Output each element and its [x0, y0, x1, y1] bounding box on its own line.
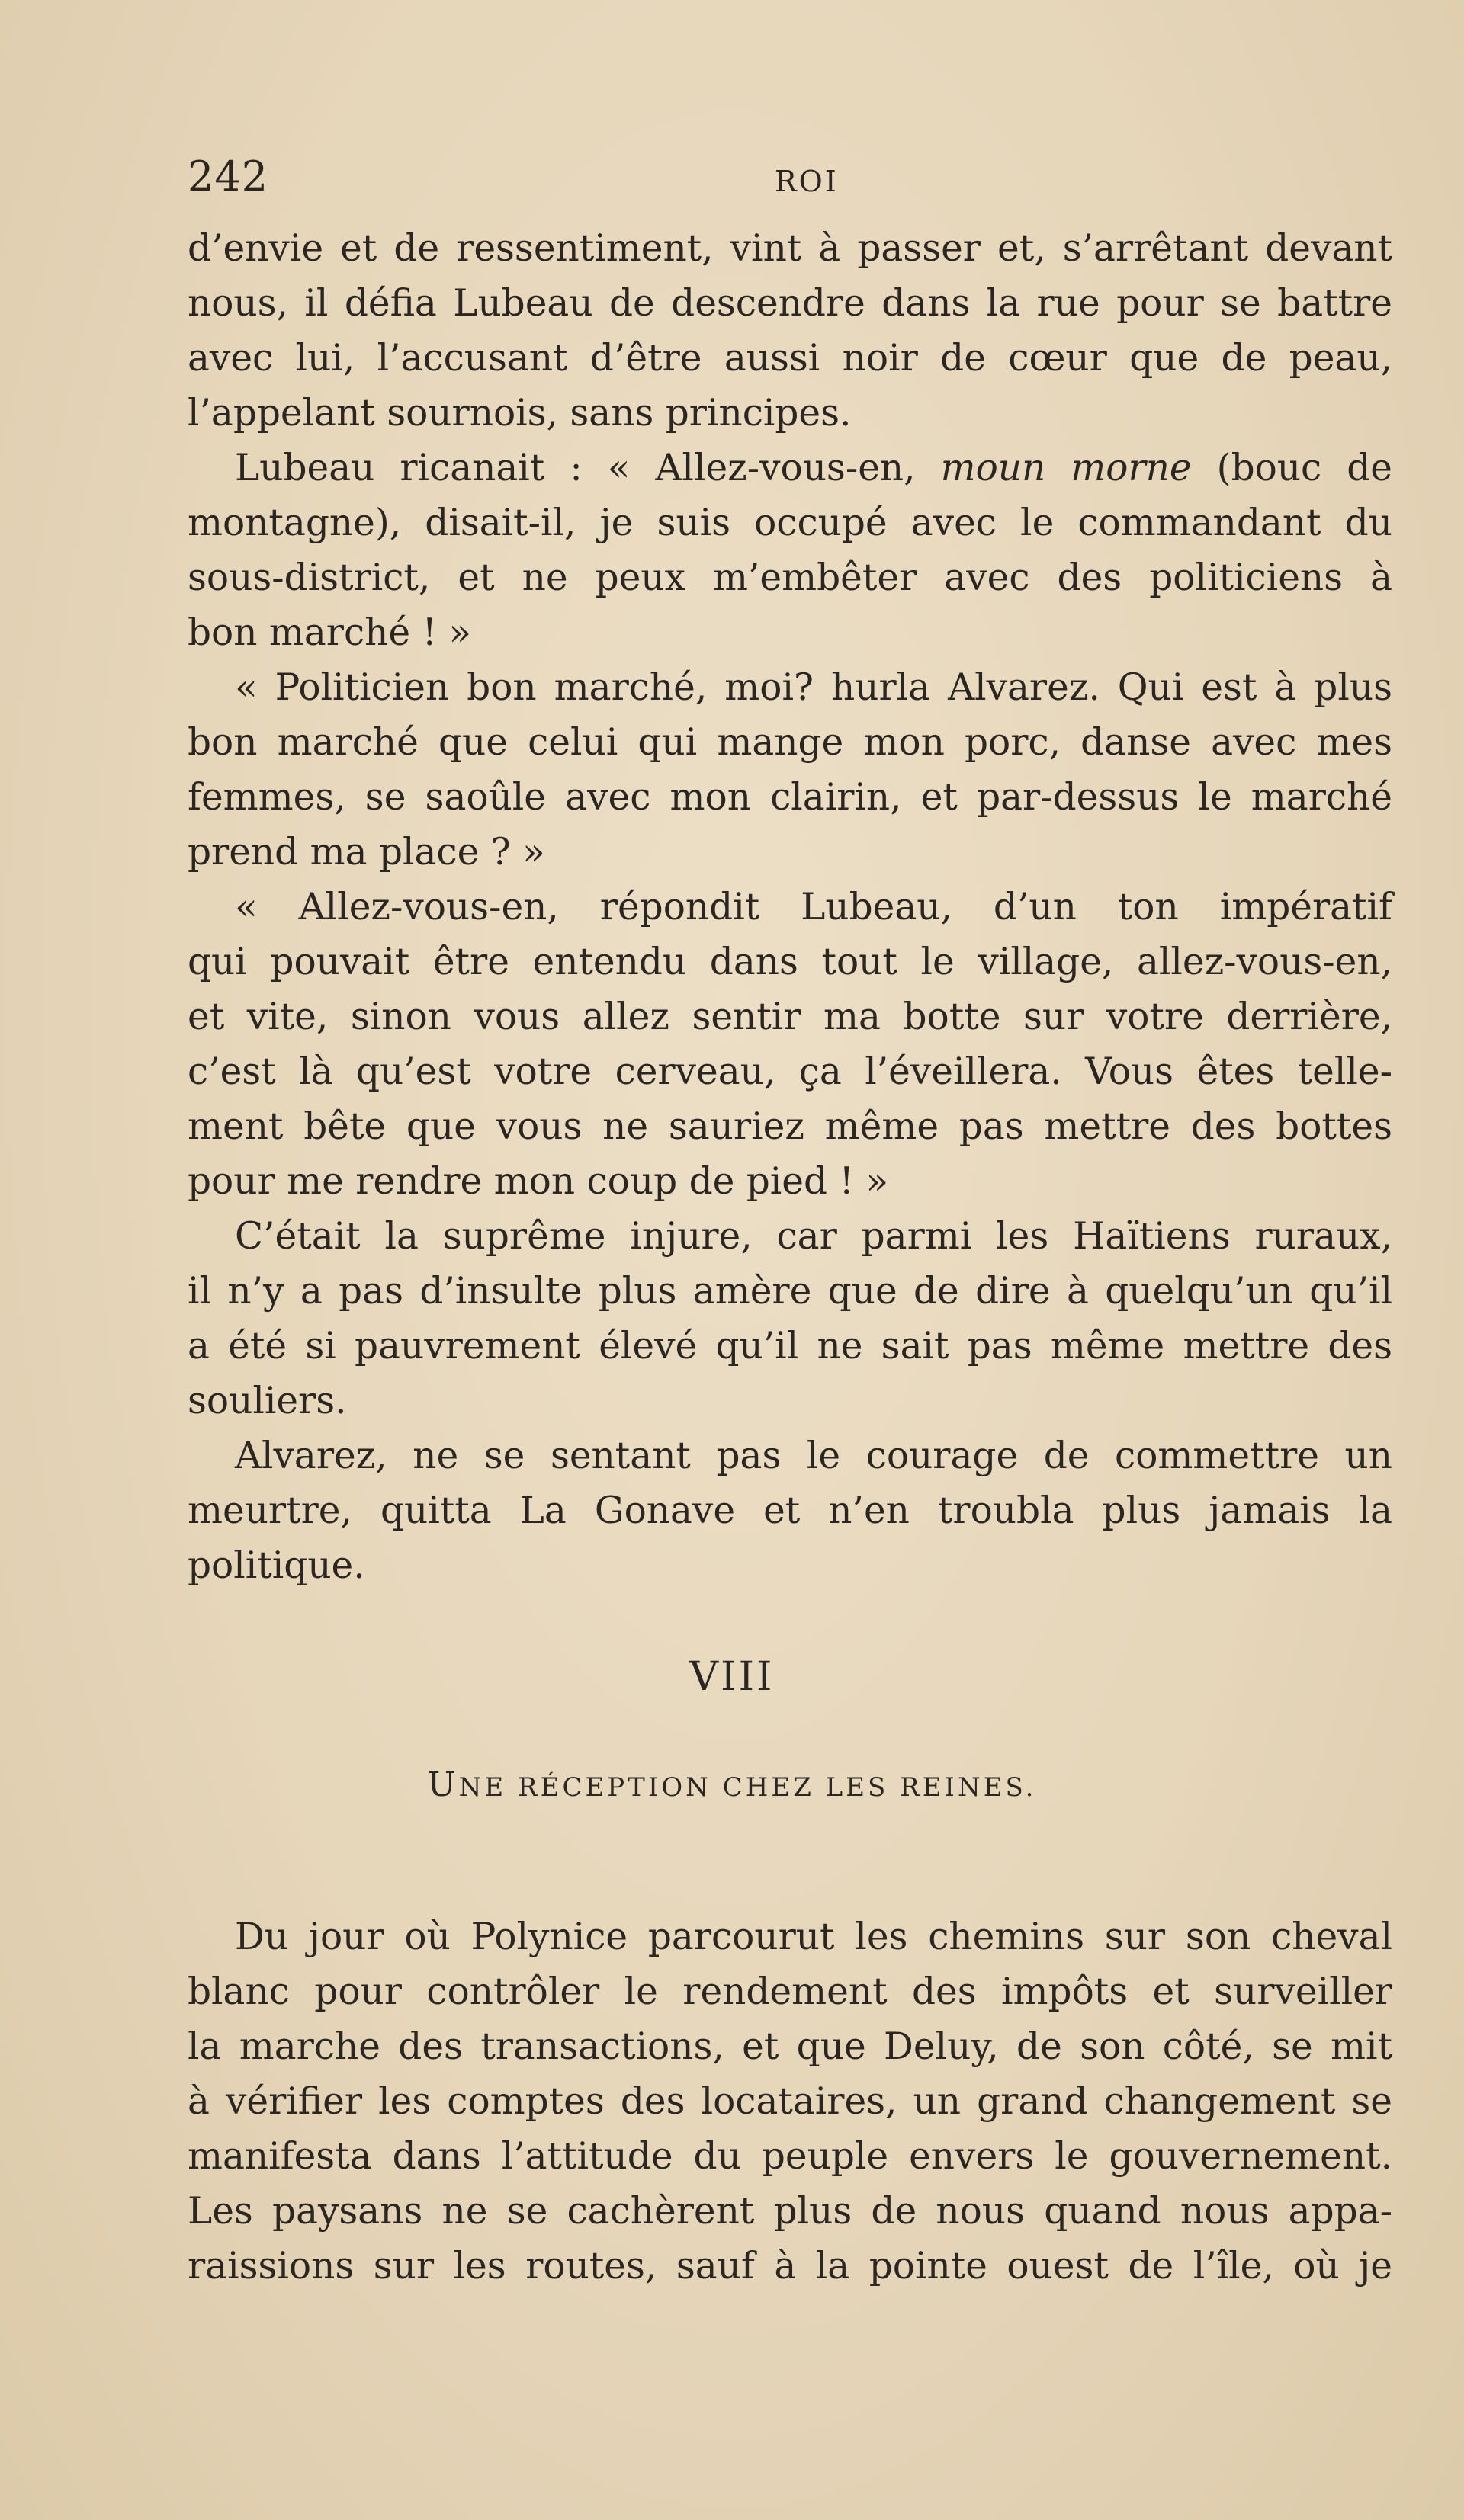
section-title-initial: U: [427, 1765, 459, 1804]
text-line: la marche des transactions, et que Deluy, de son côté, se mit: [188, 2025, 1392, 2068]
text-line: manifesta dans l’attitude du peuple envers le gouvernement.: [188, 2135, 1392, 2178]
paragraph-group-1: [188, 221, 1392, 1593]
body-text-block-2: [188, 1909, 1392, 2294]
text-line: prend ma place ? »: [188, 831, 545, 874]
text-line: ment bête que vous ne sauriez même pas mettre des bottes: [188, 1105, 1392, 1148]
text-line: Du jour où Polynice parcourut les chemins sur son cheval: [235, 1916, 1392, 1958]
text-line: sous-district, et ne peux m’embêter avec des politiciens à: [188, 556, 1392, 599]
text-line: meurtre, quitta La Gonave et n’en troubla plus jamais la: [188, 1489, 1392, 1532]
text-line: Lubeau ricanait : « Allez-vous-en, moun morne (bouc de: [235, 447, 1393, 489]
text-line: a été si pauvrement élevé qu’il ne sait pas même mettre des: [188, 1325, 1392, 1367]
text-line: Alvarez, ne se sentant pas le courage de commettre un: [235, 1435, 1392, 1477]
text-line: « Politicien bon marché, moi? hurla Alvarez. Qui est à plus: [235, 666, 1392, 709]
text-line: c’est là qu’est votre cerveau, ça l’éveillera. Vous êtes telle-: [188, 1050, 1392, 1093]
page-number: 242: [188, 152, 269, 200]
text-line: blanc pour contrôler le rendement des impôts et surveiller: [188, 1970, 1392, 2013]
text-line: avec lui, l’accusant d’être aussi noir de cœur que de peau,: [188, 337, 1392, 380]
text-line: qui pouvait être entendu dans tout le village, allez-vous-en,: [188, 941, 1392, 983]
section-title: [0, 1765, 1464, 1804]
text-line: montagne), disait-il, je suis occupé avec le commandant du: [188, 502, 1392, 544]
section-number: VIII: [689, 1654, 775, 1700]
italic-phrase: moun morne: [940, 447, 1192, 489]
text-line: l’appelant sournois, sans principes.: [188, 392, 852, 434]
running-title: ROI: [775, 165, 839, 198]
text-line: pour me rendre mon coup de pied ! »: [188, 1160, 889, 1203]
text-line: « Allez-vous-en, répondit Lubeau, d’un ton impératif: [235, 886, 1392, 928]
text-line: raissions sur les routes, sauf à la pointe ouest de l’île, où je: [188, 2245, 1392, 2288]
page-header: [188, 152, 1392, 206]
text-line: il n’y a pas d’insulte plus amère que de dire à quelqu’un qu’il: [188, 1270, 1392, 1313]
text-line: femmes, se saoûle avec mon clairin, et par-dessus le marché: [188, 776, 1392, 819]
body-text-block-1: [188, 221, 1392, 1593]
text-line: à vérifier les comptes des locataires, un grand changement se: [188, 2080, 1392, 2123]
text-line: nous, il défia Lubeau de descendre dans la rue pour se battre: [188, 282, 1392, 325]
text-line: bon marché que celui qui mange mon porc, danse avec mes: [188, 721, 1392, 764]
text-line: et vite, sinon vous allez sentir ma botte sur votre derrière,: [188, 995, 1392, 1038]
text-line: d’envie et de ressentiment, vint à passer et, s’arrêtant devant: [188, 227, 1392, 270]
text-line: C’était la suprême injure, car parmi les Haïtiens ruraux,: [235, 1215, 1392, 1258]
section-title-rest: NE RÉCEPTION CHEZ LES REINES.: [458, 1772, 1037, 1803]
text-line: souliers.: [188, 1380, 347, 1422]
text-line: bon marché ! »: [188, 611, 472, 654]
text-line: Les paysans ne se cachèrent plus de nous quand nous appa-: [188, 2190, 1392, 2233]
paragraph-group-2: [188, 1909, 1392, 2294]
text-line: politique.: [188, 1544, 365, 1587]
